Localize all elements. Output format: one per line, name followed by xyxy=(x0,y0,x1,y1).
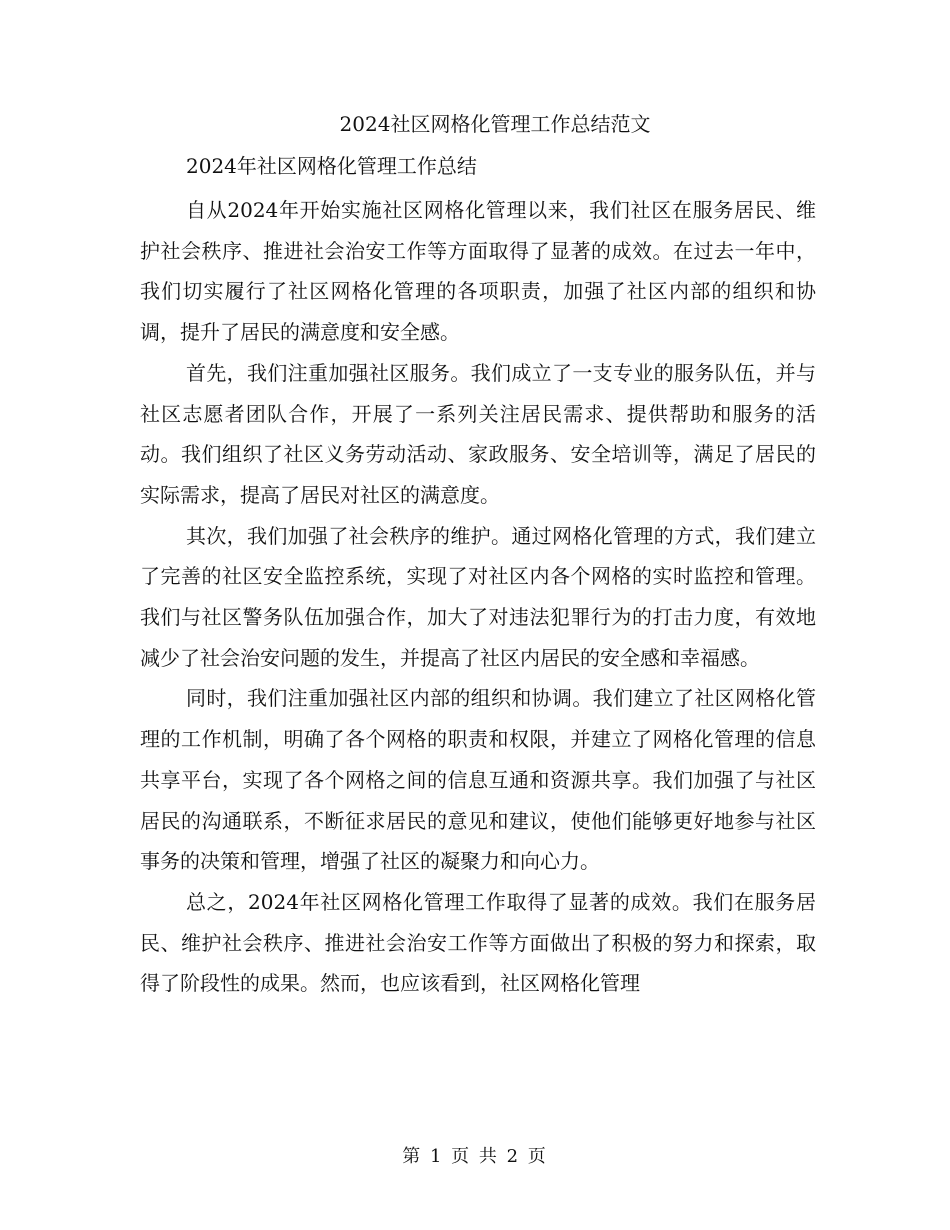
paragraph-coordination: 同时，我们注重加强社区内部的组织和协调。我们建立了社区网格化管理的工作机制，明确了各个网格的职责和权限，并建立了网格化管理的信息共享平台，实现了各个网格之间的信息互通和资源共享。我们加强了与社区居民的沟通联系，不断征求居民的意见和建议，使他们能够更好地参与社区事务的决策和管理，增强了社区的凝聚力和向心力。 xyxy=(140,686,816,874)
paragraph-social-order: 其次，我们加强了社会秩序的维护。通过网格化管理的方式，我们建立了完善的社区安全监控系统，实现了对社区内各个网格的实时监控和管理。我们与社区警务队伍加强合作，加大了对违法犯罪行为的打击力度，有效地减少了社会治安问题的发生，并提高了社区内居民的安全感和幸福感。 xyxy=(140,523,816,670)
page-number-footer: 第 1 页 共 2 页 xyxy=(402,1146,548,1167)
paragraph-community-service: 首先，我们注重加强社区服务。我们成立了一支专业的服务队伍，并与社区志愿者团队合作，开展了一系列关注居民需求、提供帮助和服务的活动。我们组织了社区义务劳动活动、家政服务、安全培训等，满足了居民的实际需求，提高了居民对社区的满意度。 xyxy=(140,360,816,507)
paragraph-intro: 自从2024年开始实施社区网格化管理以来，我们社区在服务居民、维护社会秩序、推进社会治安工作等方面取得了显著的成效。在过去一年中，我们切实履行了社区网格化管理的各项职责，加强了社区内部的组织和协调，提升了居民的满意度和安全感。 xyxy=(140,198,816,345)
document-body xyxy=(140,190,816,1004)
document-subtitle: 2024年社区网格化管理工作总结 xyxy=(186,154,477,178)
document-title: 2024社区网格化管理工作总结范文 xyxy=(339,112,651,136)
paragraph-summary: 总之，2024年社区网格化管理工作取得了显著的成效。我们在服务居民、维护社会秩序、推进社会治安工作等方面做出了积极的努力和探索，取得了阶段性的成果。然而，也应该看到，社区网格化管理 xyxy=(140,889,816,996)
